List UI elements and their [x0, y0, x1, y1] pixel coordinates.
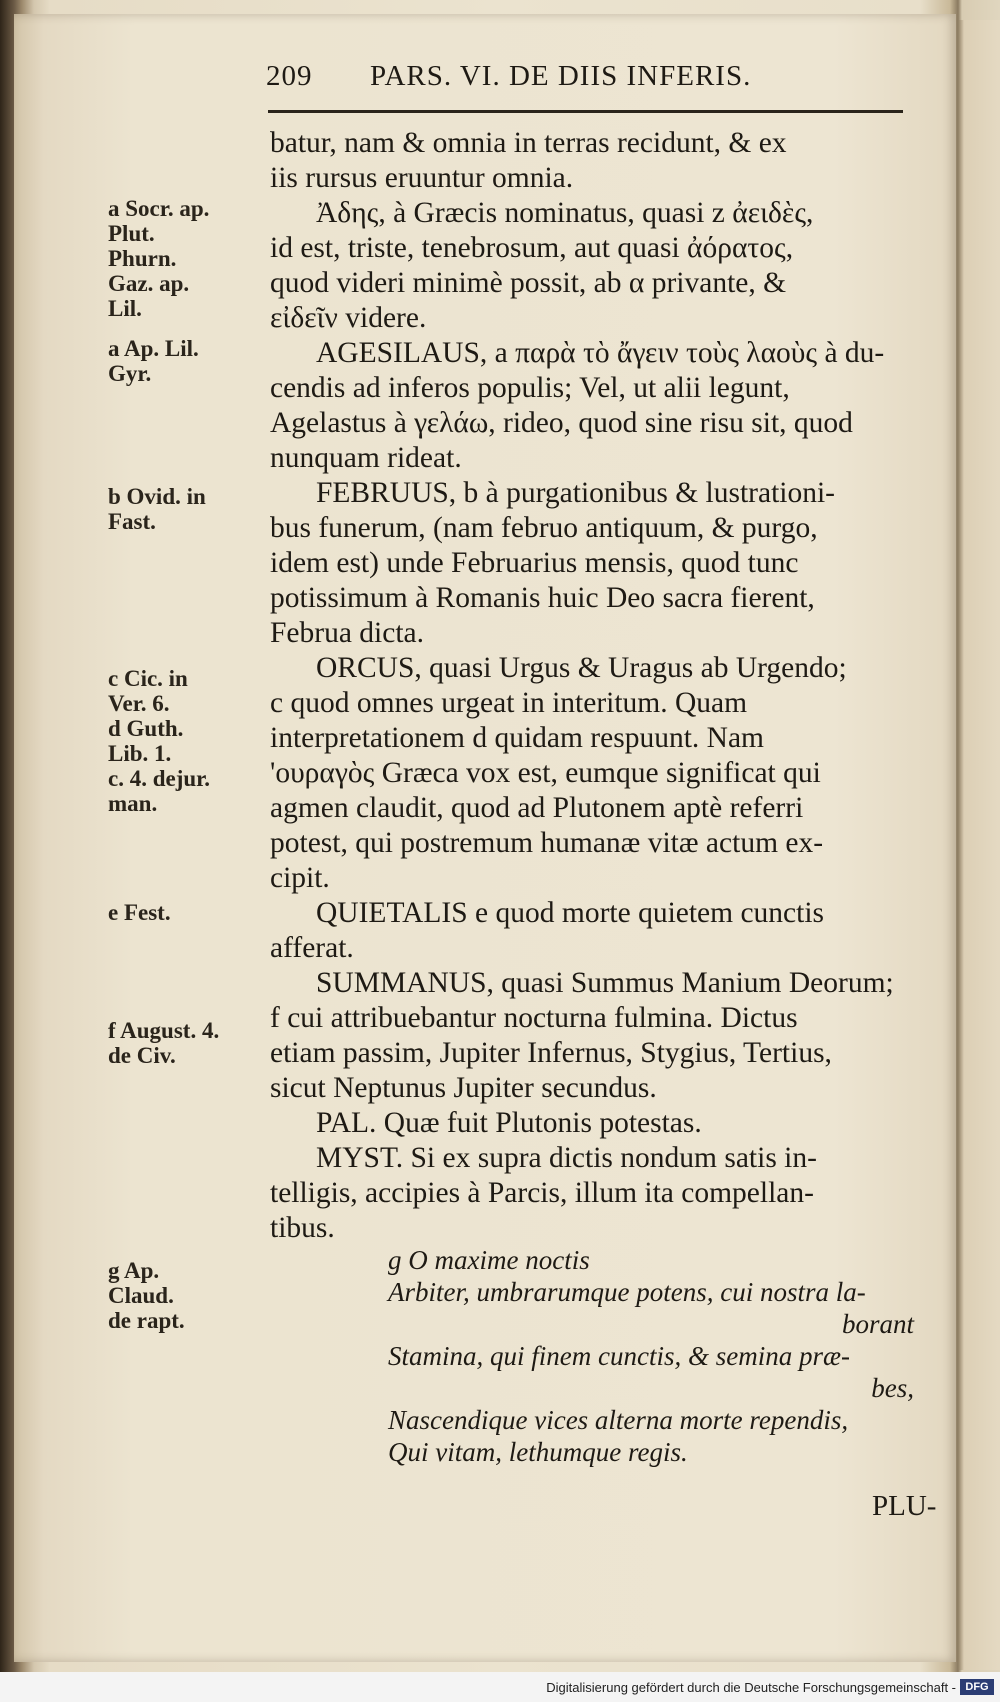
margin-note: [108, 900, 268, 925]
text-line: FEBRUUS, b à purgationibus & lustrationi-: [316, 477, 835, 509]
text-line: sicut Neptunus Jupiter secundus.: [270, 1072, 657, 1104]
text-line: idem est) unde Februarius mensis, quod tunc: [270, 547, 799, 579]
verse-quotation: [388, 1244, 918, 1468]
text-line: potissimum à Romanis huic Deo sacra fierent,: [270, 582, 815, 614]
text-line: potest, qui postremum humanæ vitæ actum ex-: [270, 827, 824, 859]
margin-note: [108, 666, 268, 816]
verse-line: Arbiter, umbrarumque potens, cui nostra la-: [388, 1277, 866, 1307]
verse-line: Qui vitam, lethumque regis.: [388, 1437, 688, 1467]
margin-line: c Cic. in: [108, 666, 188, 691]
margin-line: Claud.: [108, 1283, 174, 1308]
text-line: iis rursus eruuntur omnia.: [270, 162, 574, 194]
text-line: cendis ad inferos populis; Vel, ut alii legunt,: [270, 372, 790, 404]
catchword: PLU-: [872, 1490, 937, 1522]
text-line: Februa dicta.: [270, 617, 424, 649]
dfg-logo: DFG: [960, 1679, 994, 1695]
text-line: agmen claudit, quod ad Plutonem aptè referri: [270, 792, 804, 824]
text-line: nunquam rideat.: [270, 442, 462, 474]
margin-line: Lil.: [108, 296, 142, 321]
margin-note: [108, 1018, 268, 1068]
text-line: Agelastus à γελάω, rideo, quod sine risu sit, quod: [270, 407, 853, 439]
text-line: c quod omnes urgeat in interitum. Quam: [270, 687, 748, 719]
margin-line: Fast.: [108, 509, 156, 534]
margin-line: Phurn.: [108, 246, 177, 271]
text-line: f cui attribuebantur nocturna fulmina. Dictus: [270, 1002, 798, 1034]
margin-line: f August. 4.: [108, 1018, 220, 1043]
margin-note: [108, 484, 268, 534]
verse-line: borant: [841, 1309, 914, 1339]
text-line: ORCUS, quasi Urgus & Uragus ab Urgendo;: [316, 652, 847, 684]
text-line: batur, nam & omnia in terras recidunt, & ex: [270, 127, 787, 159]
margin-line: man.: [108, 791, 158, 816]
margin-line: e Fest.: [108, 900, 171, 925]
margin-line: de rapt.: [108, 1308, 185, 1333]
margin-line: d Guth.: [108, 716, 184, 741]
margin-line: Gyr.: [108, 361, 152, 386]
margin-line: de Civ.: [108, 1043, 176, 1068]
funding-credit: Digitalisierung gefördert durch die Deutsche Forschungsgemeinschaft -: [546, 1680, 956, 1695]
text-line: PAL. Quæ fuit Plutonis potestas.: [316, 1107, 702, 1139]
text-line: telligis, accipies à Parcis, illum ita compellan-: [270, 1177, 814, 1209]
margin-line: g Ap.: [108, 1258, 160, 1283]
page-number: 209: [266, 60, 313, 92]
digitization-footer: [0, 1672, 1000, 1702]
verse-line: g O maxime noctis: [388, 1245, 590, 1275]
text-line: etiam passim, Jupiter Infernus, Stygius, Tertius,: [270, 1037, 832, 1069]
text-line: AGESILAUS, a παρὰ τὸ ἄγειν τοὺς λαοὺς à du-: [316, 337, 885, 369]
page-header: [266, 60, 906, 100]
margin-line: Lib. 1.: [108, 741, 172, 766]
facing-page-edge: [958, 20, 1000, 1670]
text-line: bus funerum, (nam februo antiquum, & purgo,: [270, 512, 818, 544]
verse-line: bes,: [871, 1373, 914, 1403]
verse-line: Nascendique vices alterna morte rependis,: [388, 1405, 849, 1435]
margin-line: a Ap. Lil.: [108, 336, 199, 361]
margin-line: Ver. 6.: [108, 691, 170, 716]
text-line: quod videri minimè possit, ab α privante, &: [270, 267, 787, 299]
margin-line: Plut.: [108, 221, 155, 246]
margin-note: [108, 336, 268, 386]
running-head: PARS. VI. DE DIIS INFERIS.: [370, 60, 752, 92]
margin-line: c. 4. dejur.: [108, 766, 211, 791]
body-text: [270, 126, 910, 1246]
verse-line: Stamina, qui finem cunctis, & semina præ-: [388, 1341, 850, 1371]
text-line: εἰδεῖν videre.: [270, 302, 427, 334]
text-line: afferat.: [270, 932, 354, 964]
text-line: 'ουραγὸς Græca vox est, eumque significat qui: [270, 757, 821, 789]
margin-line: Gaz. ap.: [108, 271, 190, 296]
text-line: QUIETALIS e quod morte quietem cunctis: [316, 897, 825, 929]
margin-note: [108, 196, 268, 321]
text-line: interpretationem d quidam respuunt. Nam: [270, 722, 764, 754]
margin-note: [108, 1258, 268, 1333]
text-line: Ἀδης, à Græcis nominatus, quasi z ἀειδὲς,: [316, 197, 814, 229]
header-rule: [268, 110, 903, 113]
margin-line: b Ovid. in: [108, 484, 206, 509]
text-line: tibus.: [270, 1212, 335, 1244]
margin-line: a Socr. ap.: [108, 196, 210, 221]
text-line: id est, triste, tenebrosum, aut quasi ἀόρατος,: [270, 232, 794, 264]
text-line: SUMMANUS, quasi Summus Manium Deorum;: [316, 967, 894, 999]
text-line: cipit.: [270, 862, 330, 894]
text-line: MYST. Si ex supra dictis nondum satis in-: [316, 1142, 817, 1174]
